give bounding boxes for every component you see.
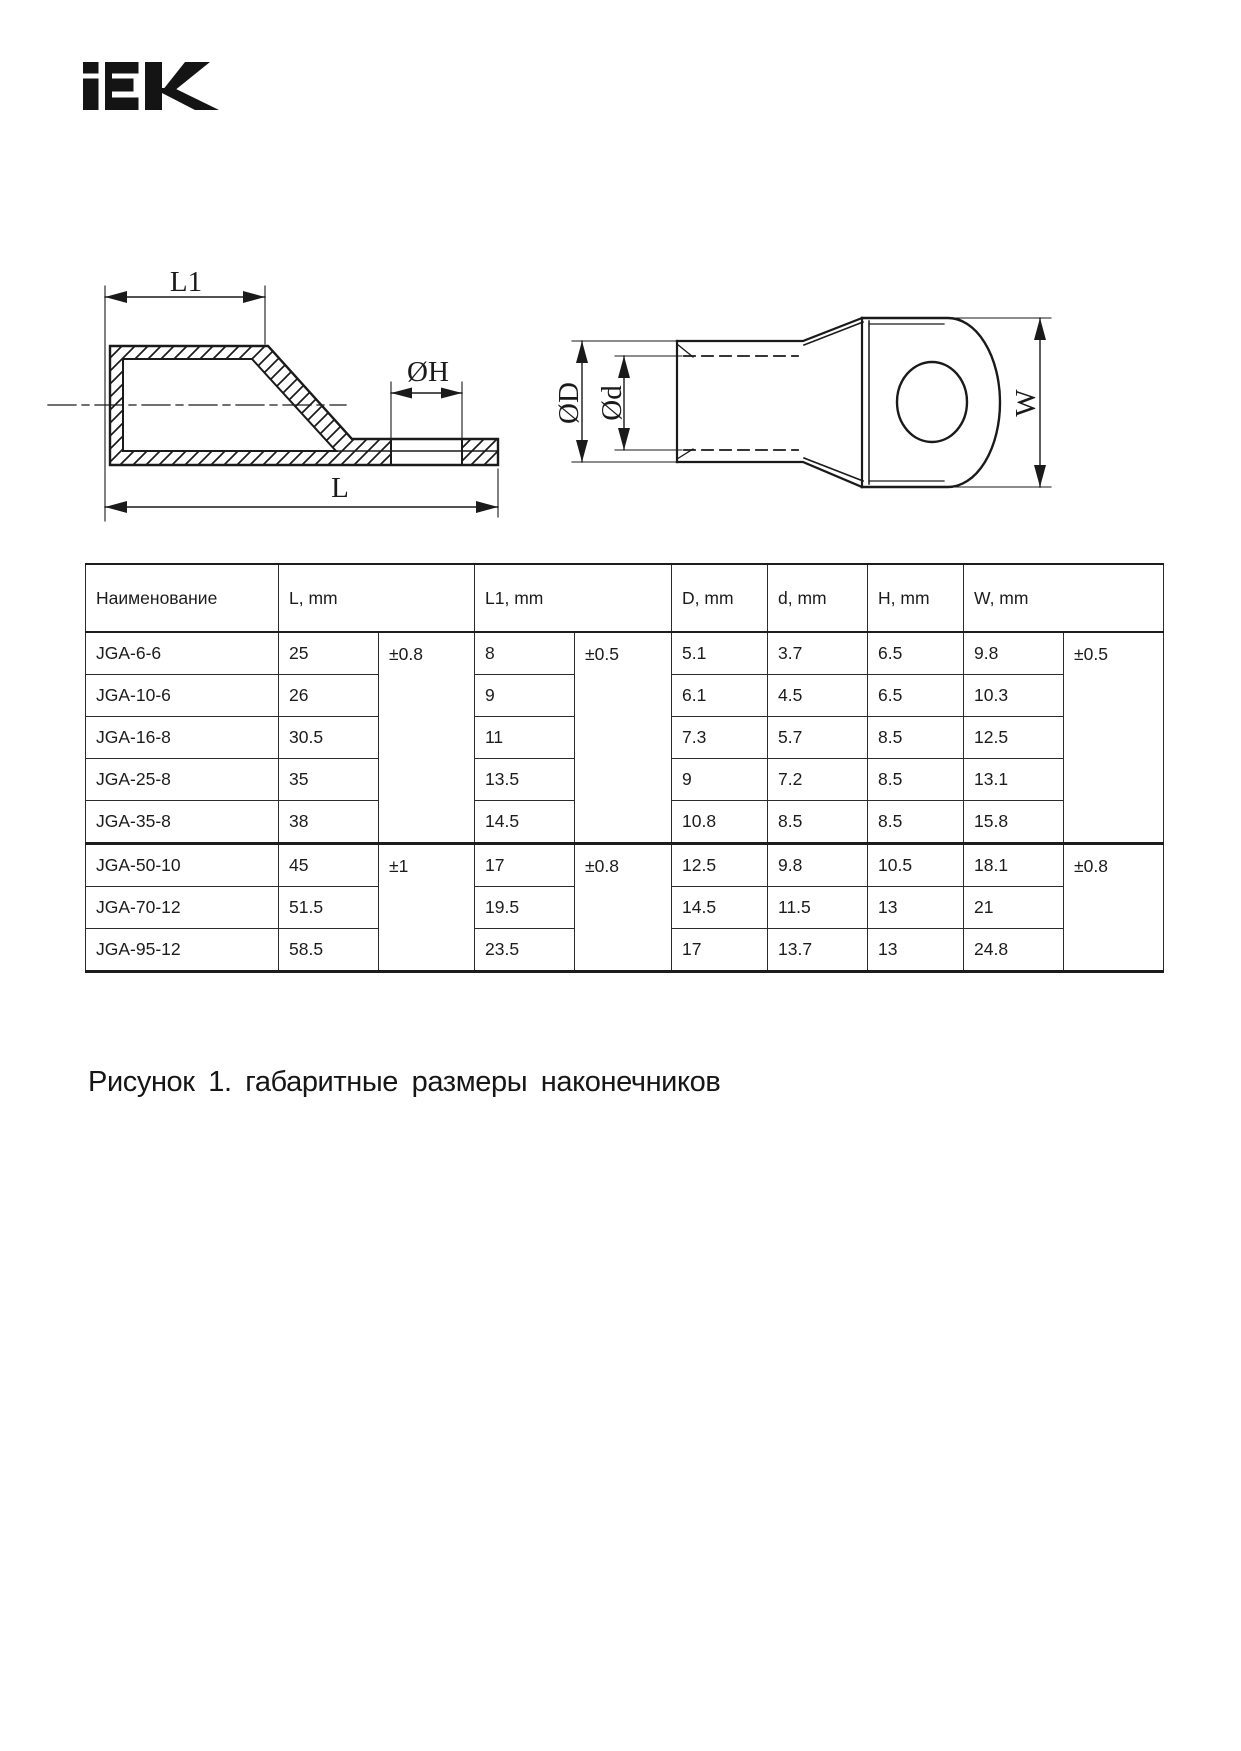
palm-outline bbox=[862, 318, 1000, 487]
cell-d: 7.3 bbox=[672, 717, 768, 759]
cell-l: 51.5 bbox=[279, 887, 379, 929]
cell-w: 24.8 bbox=[964, 929, 1064, 972]
cell-h: 8.5 bbox=[868, 801, 964, 844]
cell-l1: 17 bbox=[475, 844, 575, 887]
cell-name: JGA-25-8 bbox=[86, 759, 279, 801]
dim-label-oh: ØH bbox=[407, 356, 449, 388]
dim-label-l: L bbox=[331, 472, 349, 504]
dimension-oh bbox=[391, 356, 462, 438]
cell-w: 9.8 bbox=[964, 632, 1064, 675]
dim-label-od: ØD bbox=[553, 382, 585, 424]
table-header-row bbox=[86, 564, 1164, 632]
cell-l: 35 bbox=[279, 759, 379, 801]
cell-h: 13 bbox=[868, 929, 964, 972]
header-name: Наименование bbox=[86, 564, 279, 632]
cell-d: 12.5 bbox=[672, 844, 768, 887]
table-row bbox=[86, 844, 1164, 887]
header-w: W, mm bbox=[964, 564, 1164, 632]
cell-w: 12.5 bbox=[964, 717, 1064, 759]
cell-l1-tolerance: ±0.5 bbox=[575, 632, 672, 844]
bore-hidden-lines bbox=[684, 356, 798, 450]
cell-h: 6.5 bbox=[868, 632, 964, 675]
cell-ds: 5.7 bbox=[768, 717, 868, 759]
cell-d: 14.5 bbox=[672, 887, 768, 929]
dimensions-table bbox=[85, 563, 1164, 973]
cell-ds: 8.5 bbox=[768, 801, 868, 844]
cell-d: 17 bbox=[672, 929, 768, 972]
cell-d: 9 bbox=[672, 759, 768, 801]
cell-name: JGA-35-8 bbox=[86, 801, 279, 844]
iek-logo-icon bbox=[83, 62, 219, 110]
dimension-od-small bbox=[596, 356, 682, 450]
cell-h: 8.5 bbox=[868, 717, 964, 759]
dim-label-od-small: Ød bbox=[596, 385, 628, 421]
cell-h: 6.5 bbox=[868, 675, 964, 717]
side-view-drawing bbox=[48, 266, 498, 521]
cell-l1: 11 bbox=[475, 717, 575, 759]
cell-ds: 3.7 bbox=[768, 632, 868, 675]
cell-h: 13 bbox=[868, 887, 964, 929]
cell-ds: 4.5 bbox=[768, 675, 868, 717]
cell-d: 5.1 bbox=[672, 632, 768, 675]
cell-w-tolerance: ±0.8 bbox=[1064, 844, 1164, 972]
cell-w-tolerance: ±0.5 bbox=[1064, 632, 1164, 844]
cell-l1: 23.5 bbox=[475, 929, 575, 972]
cell-name: JGA-50-10 bbox=[86, 844, 279, 887]
cell-l1: 14.5 bbox=[475, 801, 575, 844]
cell-l1: 9 bbox=[475, 675, 575, 717]
dim-label-w: W bbox=[1010, 389, 1042, 417]
cell-l: 26 bbox=[279, 675, 379, 717]
bolt-hole bbox=[897, 362, 967, 442]
header-d-small: d, mm bbox=[768, 564, 868, 632]
cell-name: JGA-16-8 bbox=[86, 717, 279, 759]
dimension-l bbox=[105, 469, 498, 517]
table-row bbox=[86, 632, 1164, 675]
cell-w: 13.1 bbox=[964, 759, 1064, 801]
cell-ds: 13.7 bbox=[768, 929, 868, 972]
cell-h: 10.5 bbox=[868, 844, 964, 887]
cell-w: 18.1 bbox=[964, 844, 1064, 887]
cell-w: 10.3 bbox=[964, 675, 1064, 717]
cell-name: JGA-70-12 bbox=[86, 887, 279, 929]
cell-w: 21 bbox=[964, 887, 1064, 929]
cell-name: JGA-95-12 bbox=[86, 929, 279, 972]
cell-ds: 9.8 bbox=[768, 844, 868, 887]
cell-l-tolerance: ±0.8 bbox=[379, 632, 475, 844]
figure-drawings bbox=[0, 0, 1241, 545]
cell-l: 58.5 bbox=[279, 929, 379, 972]
cell-l: 30.5 bbox=[279, 717, 379, 759]
cell-l1: 8 bbox=[475, 632, 575, 675]
cell-h: 8.5 bbox=[868, 759, 964, 801]
cell-l: 45 bbox=[279, 844, 379, 887]
cell-l: 25 bbox=[279, 632, 379, 675]
header-h: H, mm bbox=[868, 564, 964, 632]
cell-ds: 7.2 bbox=[768, 759, 868, 801]
cell-l1: 19.5 bbox=[475, 887, 575, 929]
cell-l: 38 bbox=[279, 801, 379, 844]
header-l: L, mm bbox=[279, 564, 475, 632]
cell-d: 10.8 bbox=[672, 801, 768, 844]
cell-w: 15.8 bbox=[964, 801, 1064, 844]
cell-name: JGA-10-6 bbox=[86, 675, 279, 717]
cell-l1: 13.5 bbox=[475, 759, 575, 801]
header-l1: L1, mm bbox=[475, 564, 672, 632]
cell-l1-tolerance: ±0.8 bbox=[575, 844, 672, 972]
header-d-big: D, mm bbox=[672, 564, 768, 632]
top-view-drawing bbox=[553, 318, 1051, 487]
cell-name: JGA-6-6 bbox=[86, 632, 279, 675]
dimension-l1 bbox=[105, 266, 265, 521]
dim-label-l1: L1 bbox=[169, 266, 203, 298]
cell-l-tolerance: ±1 bbox=[379, 844, 475, 972]
dimension-w bbox=[944, 318, 1051, 487]
cell-d: 6.1 bbox=[672, 675, 768, 717]
figure-caption: Рисунок 1. габаритные размеры наконечников bbox=[88, 1066, 721, 1098]
cell-ds: 11.5 bbox=[768, 887, 868, 929]
